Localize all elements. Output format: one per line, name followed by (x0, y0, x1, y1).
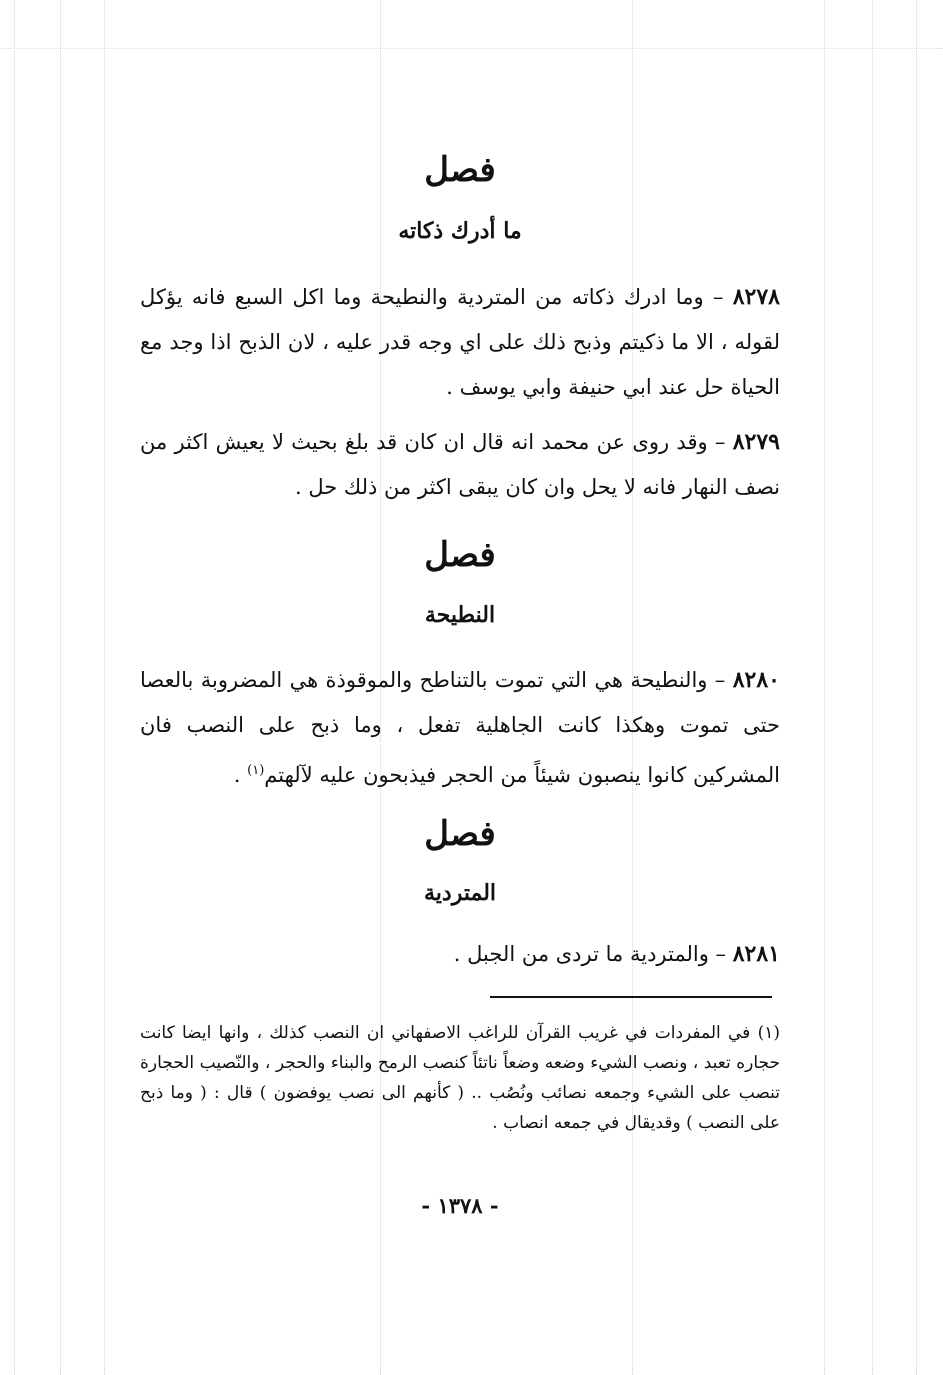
paragraph-end: . (233, 763, 248, 787)
paragraph (140, 932, 780, 977)
section-title-text: فصل (424, 535, 496, 575)
paragraph (140, 420, 780, 510)
scan-guide-line (916, 0, 917, 1375)
section-title (140, 535, 780, 575)
paragraph-text: والنطيحة هي التي تموت بالتناطح والموقوذة هي المضروبة بالعصا حتى تموت وهكذا كانت الجاهلية تفعل ، وما ذبح على النصب فان المشركين كانوا ينصبون شيئاً من الحجر فيذبحون عليه لآلهتم (140, 668, 780, 787)
scan-guide-line (60, 0, 61, 1375)
paragraph-number: ٨٢٨٠ (732, 667, 780, 693)
section-subtitle: النطيحة (424, 602, 496, 628)
paragraph (140, 275, 780, 410)
paragraph-dash: – (703, 285, 724, 309)
paragraph (140, 658, 780, 798)
scan-guide-line (824, 0, 825, 1375)
scan-guide-line (0, 48, 943, 49)
footnote-reference[interactable]: (١) (247, 763, 265, 778)
paragraph-dash: – (707, 668, 726, 692)
section-title (140, 814, 780, 854)
scan-guide-line (104, 0, 105, 1375)
paragraph-text: وما ادرك ذكاته من المتردية والنطيحة وما اكل السبع فانه يؤكل لقوله ، الا ما ذكيتم وذبح ذلك على اي وجه قدر عليه ، لان الذبح اذا وجد مع الحياة حل عند ابي حنيفة وابي يوسف . (140, 285, 780, 399)
paragraph-text: والمتردية ما تردى من الجبل . (453, 942, 709, 966)
section-title-text: فصل (424, 814, 496, 854)
section-title (140, 150, 780, 190)
paragraph-number: ٨٢٧٨ (732, 284, 780, 310)
footnote: (١) في المفردات في غريب القرآن للراغب الاصفهاني ان النصب كذلك ، وانها ايضا كانت حجاره تعبد ، ونصب الشيء وضعه وضعاً ناتئاً كنصب الرمح والبناء والحجر ، والنّصيب الحجارة تنصب على الشيء وجمعه نصائب ونُصُب .. ( كأنهم الى نصب يوفضون ) قال : ( وما ذبح على النصب ) وقديقال في جمعه انصاب . (140, 1023, 780, 1133)
paragraph-number: ٨٢٧٩ (732, 429, 780, 455)
paragraph-dash: – (708, 942, 727, 966)
section-title-text: فصل (424, 150, 496, 190)
paragraph-dash: – (707, 430, 726, 454)
section-subtitle: المتردية (423, 880, 497, 906)
scan-guide-line (872, 0, 873, 1375)
paragraph-number: ٨٢٨١ (732, 941, 780, 967)
footnote-separator (490, 996, 772, 998)
scan-guide-line (14, 0, 15, 1375)
paragraph-text: وقد روى عن محمد انه قال ان كان قد بلغ بحيث لا يعيش اكثر من نصف النهار فانه لا يحل وان كان يبقى اكثر من ذلك حل . (140, 430, 780, 499)
section-subtitle: ما أدرك ذكاته (398, 218, 522, 244)
page-number: - ١٣٧٨ - (421, 1193, 499, 1218)
